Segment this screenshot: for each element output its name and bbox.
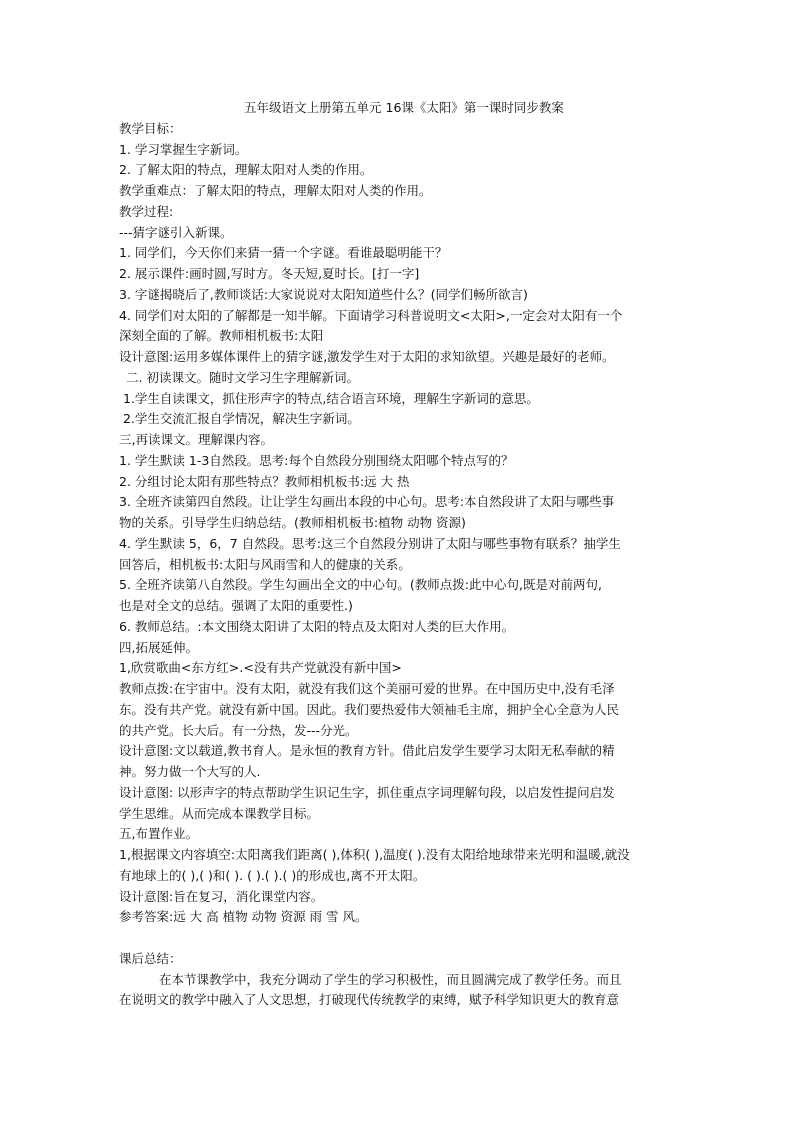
- design-intent-3-cont: 学生思维。从而完成本课教学目标。: [119, 805, 320, 821]
- design-intent-1: 设计意图:运用多媒体课件上的猜字谜,激发学生对于太阳的求知欲望。兴趣是最好的老师。: [119, 349, 615, 364]
- summary-line-1: 在本节课教学中，我充分调动了学生的学习积极性，而且圆满完成了教学任务。而且: [159, 971, 622, 987]
- section-heading-process: 教学过程:: [119, 203, 174, 219]
- step-3-3-cont: 物的关系。引导学生归纳总结。(教师相机板书:植物 动物 资源): [119, 515, 466, 530]
- step-1-3: 3. 字谜揭晓后了,教师谈话:大家说说对太阳知道些什么？(同学们畅所欲言): [119, 286, 528, 302]
- step-3-4-cont: 回答后，相机板书:太阳与风雨雪和人的健康的关系。: [119, 556, 411, 572]
- step-3-6: 6. 教师总结。:本文围绕太阳讲了太阳的特点及太阳对人类的巨大作用。: [119, 618, 515, 634]
- teacher-guide-2: 东。没有共产党。就没有新中国。因此。我们要热爱伟大领袖毛主席，拥护全心全意为人民: [119, 701, 620, 717]
- step-2-1: 1.学生自读课文，抓住形声字的特点,结合语言环境，理解生字新词的意思。: [123, 390, 539, 406]
- section-heading-objectives: 教学目标：: [119, 120, 182, 136]
- step-1-4-cont: 深刻全面的了解。教师相机板书:太阳: [119, 328, 324, 344]
- teacher-guide-3: 的共产党。长大后。有一分热，发---分光。: [119, 722, 358, 738]
- step-3-4: 4. 学生默读 5，6，7 自然段。思考:这三个自然段分别讲了太阳与哪些事物有联系？抽学生: [119, 535, 621, 551]
- document-page: [119, 98, 679, 1011]
- step-3-5: 5. 全班齐读第八自然段。学生勾画出全文的中心句。(教师点拨:此中心句,既是对前两句,: [119, 577, 602, 593]
- step-3-3: 3. 全班齐读第四自然段。让让学生勾画出本段的中心句。思考:本自然段讲了太阳与哪些事: [119, 494, 615, 510]
- teacher-guide-1: 教师点拨:在宇宙中。没有太阳，就没有我们这个美丽可爱的世界。在中国历史中,没有毛泽: [119, 681, 615, 696]
- document-title: 五年级语文上册第五单元 16课《太阳》第一课时同步教案: [244, 100, 564, 115]
- summary-line-2: 在说明文的教学中融入了人文思想，打破现代传统教学的束缚，赋予科学知识更大的教育意: [119, 992, 620, 1008]
- homework-1: 1,根据课文内容填空:太阳离我们距离( ),体积( ),温度( ).没有太阳给地球带来光明和温暖,就没: [119, 847, 630, 862]
- design-intent-3: 设计意图: 以形声字的特点帮助学生识记生字，抓住重点字词理解句段，以启发性提问启发: [119, 784, 615, 800]
- section-heading-homework: 五,布置作业。: [119, 826, 198, 842]
- step-3-1: 1. 学生默读 1-3自然段。思考:每个自然段分别围绕太阳哪个特点写的？: [119, 452, 514, 468]
- section-heading-summary: 课后总结：: [119, 950, 182, 966]
- key-points: 教学重难点：了解太阳的特点，理解太阳对人类的作用。: [119, 183, 432, 198]
- step-3-2: 2. 分组讨论太阳有那些特点？教师相机板书:远 大 热: [119, 473, 410, 489]
- objective-2: 2. 了解太阳的特点，理解太阳对人类的作用。: [119, 162, 373, 178]
- design-intent-2: 设计意图:文以载道,教书育人。是永恒的教育方针。借此启发学生要学习太阳无私奉献的精: [119, 743, 615, 759]
- objective-1: 1. 学习掌握生字新词。: [119, 141, 248, 157]
- step-3-5-cont: 也是对全文的总结。强调了太阳的重要性.): [119, 598, 353, 613]
- step-1-1: 1. 同学们，今天你们来猜一猜一个字谜。看谁最聪明能干？: [119, 245, 448, 261]
- blank-line: [119, 928, 679, 949]
- design-intent-4: 设计意图:旨在复习，消化课堂内容。: [119, 888, 324, 904]
- step-riddle-intro: ---猜字谜引入新课。: [119, 224, 233, 240]
- reference-answers: 参考答案:远 大 高 植物 动物 资源 雨 雪 风。: [119, 909, 368, 925]
- step-1-4: 4. 同学们对太阳的了解都是一知半解。下面请学习科普说明文<太阳>,一定会对太阳有一个: [119, 307, 623, 323]
- design-intent-2-cont: 神。努力做一个大写的人.: [119, 764, 261, 779]
- section-heading-first-read: 二. 初读课文。随时文学习生字理解新词。: [126, 369, 359, 385]
- step-1-2: 2. 展示课件:画时圆,写时方。冬天短,夏时长。[打一字]: [119, 266, 420, 281]
- homework-1-cont: 有地球上的( ),( )和( ). ( ).( ).( )的形成也,离不开太阳。: [119, 867, 426, 883]
- step-4-1: 1,欣赏歌曲<东方红>.<没有共产党就没有新中国>: [119, 660, 402, 676]
- section-heading-reread: 三,再读课文。理解课内容。: [119, 432, 273, 447]
- step-2-2: 2.学生交流汇报自学情况，解决生字新词。: [123, 411, 360, 427]
- section-heading-extension: 四,拓展延伸。: [119, 639, 198, 655]
